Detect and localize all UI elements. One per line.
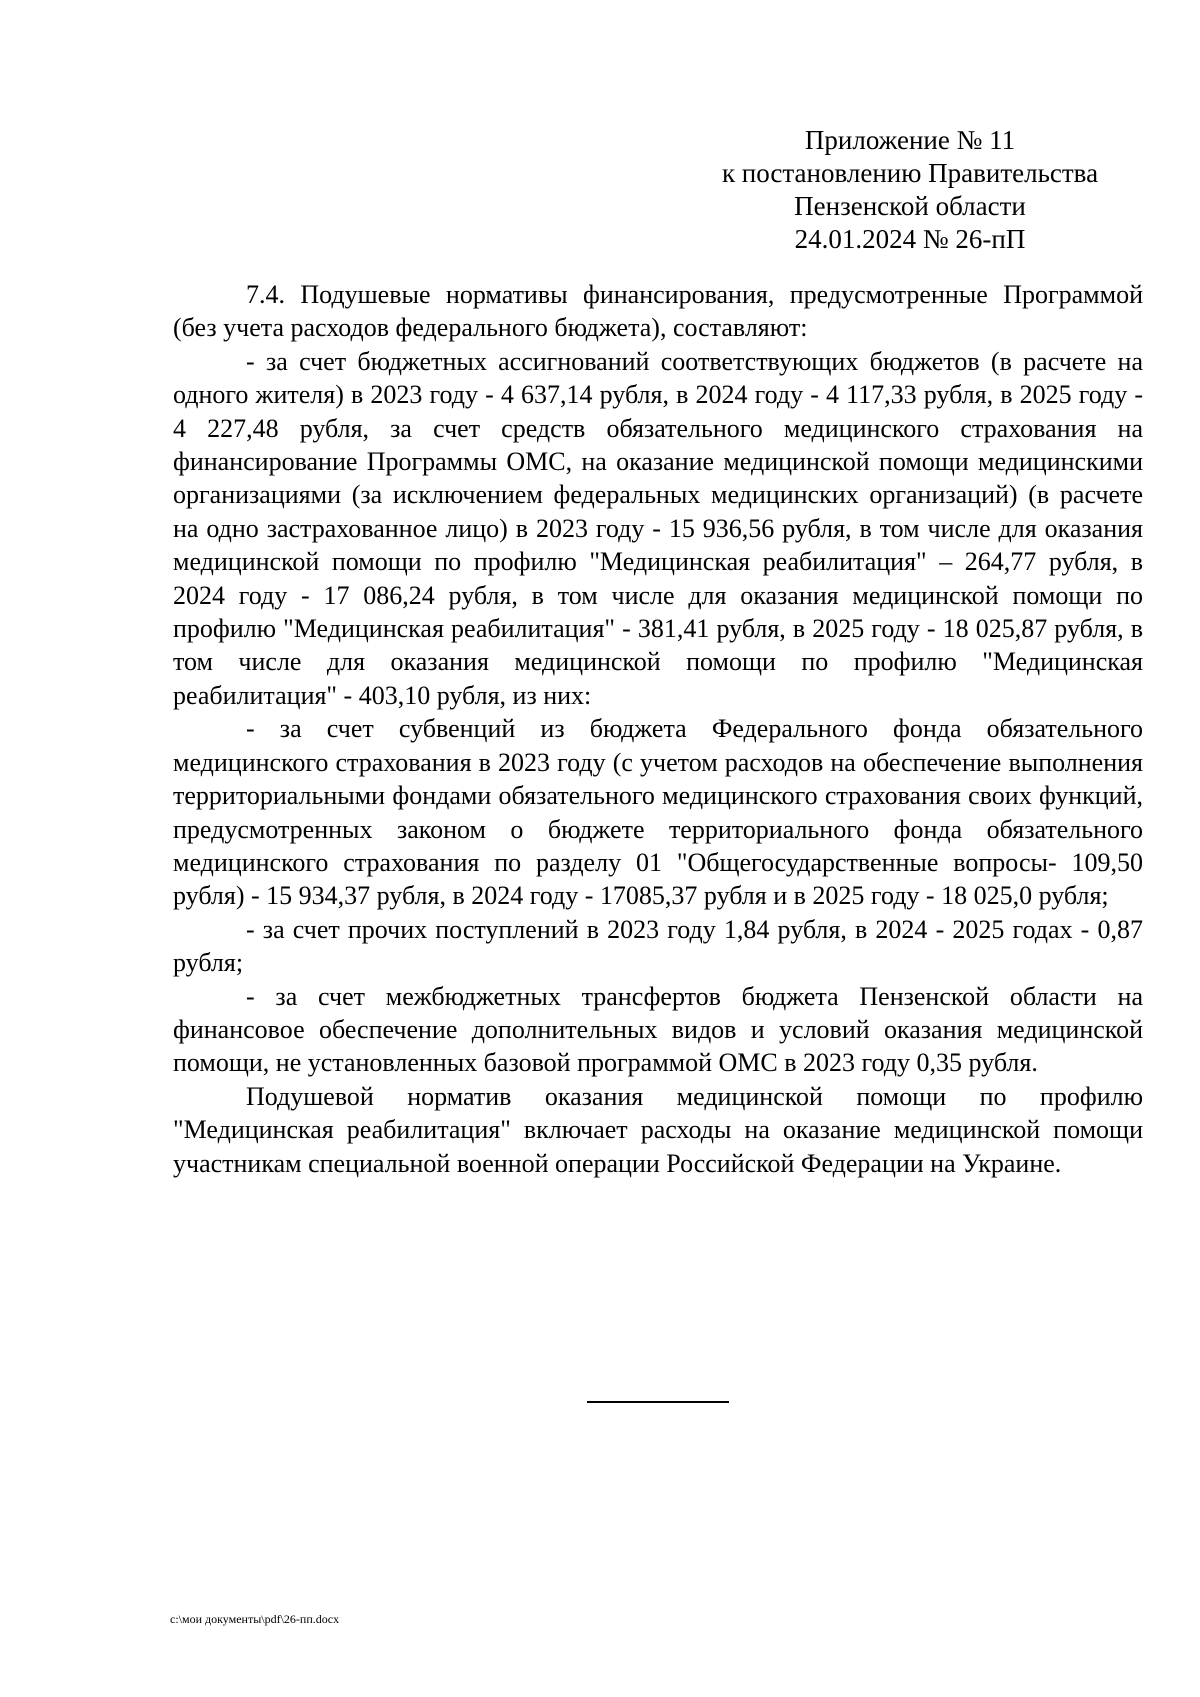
- paragraph-subventions: - за счет субвенций из бюджета Федерального фонда обязательного медицинского страхования в 2023 году (с учетом расходов на обеспечение выполнения территориальными фондами обязательного медицинского страхования своих функций, предусмотренных законом о бюджете территориального фонда обязательного медицинского страхования по разделу 01 "Общегосударственные вопросы- 109,50 рубля) - 15 934,37 рубля, в 2024 году - 17085,37 рубля и в 2025 году - 18 025,0 рубля;: [173, 714, 1143, 911]
- appendix-date-number: 24.01.2024 № 26-пП: [794, 224, 1026, 254]
- appendix-resolution-ref: к постановлению Правительства: [721, 158, 1099, 188]
- paragraph-rehabilitation-note: Подушевой норматив оказания медицинской помощи по профилю "Медицинская реабилитация" включает расходы на оказание медицинской помощи участникам специальной военной операции Российской Федерации на Украине.: [173, 1081, 1143, 1178]
- appendix-region: Пензенской области: [794, 191, 1026, 221]
- paragraph-intro: 7.4. Подушевые нормативы финансирования, предусмотренные Программой (без учета расходов федерального бюджета), составляют:: [173, 280, 1143, 343]
- paragraph-budget-allocations: - за счет бюджетных ассигнований соответствующих бюджетов (в расчете на одного жителя) в 2023 году - 4 637,14 рубля, в 2024 году - 4 117,33 рубля, в 2025 году - 4 227,48 рубля, за счет средств обязательного медицинского страхования на финансирование Программы ОМС, на оказание медицинской помощи медицинскими организациями (за исключением федеральных медицинских организаций) (в расчете на одно застрахованное лицо) в 2023 году - 15 936,56 рубля, в том числе для оказания медицинской помощи по профилю "Медицинская реабилитация" – 264,77 рубля, в 2024 году - 17 086,24 рубля, в том числе для оказания медицинской помощи по профилю "Медицинская реабилитация" - 381,41 рубля, в 2025 году - 18 025,87 рубля, в том числе для оказания медицинской помощи по профилю "Медицинская реабилитация" - 403,10 рубля, из них:: [173, 346, 1143, 710]
- document-body: [173, 278, 1143, 1180]
- appendix-number: Приложение № 11: [804, 125, 1016, 155]
- file-path-footer: c:\мои документы\pdf\26-пп.docx: [170, 1612, 340, 1626]
- paragraph-interbudget-transfers: - за счет межбюджетных трансфертов бюджета Пензенской области на финансовое обеспечение дополнительных видов и условий оказания медицинской помощи, не установленных базовой программой ОМС в 2023 году 0,35 рубля.: [173, 981, 1143, 1078]
- appendix-header: [690, 124, 1130, 256]
- paragraph-other-income: - за счет прочих поступлений в 2023 году 1,84 рубля, в 2024 - 2025 годах - 0,87 рубля;: [173, 914, 1143, 978]
- end-separator-line: [587, 1401, 729, 1403]
